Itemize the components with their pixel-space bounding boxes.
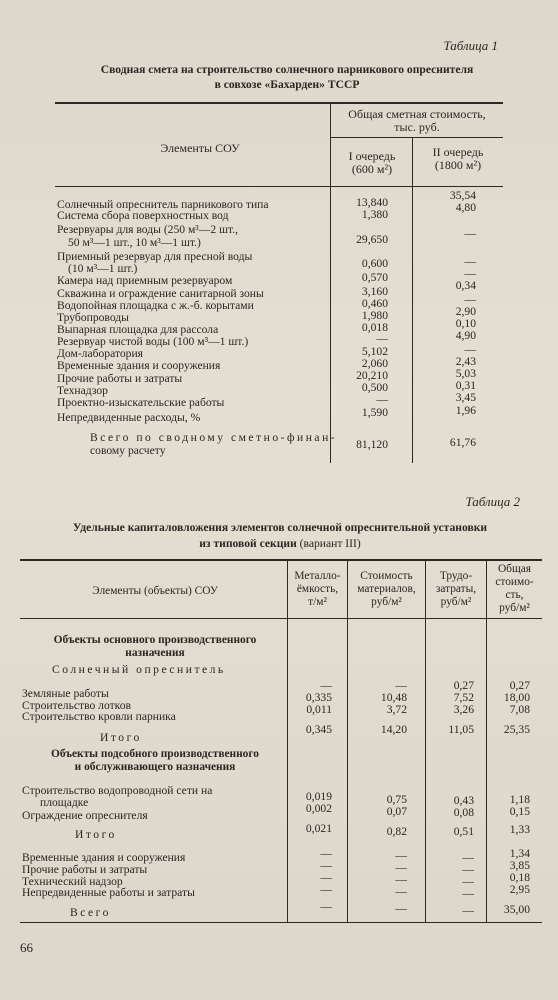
t2-subsection-heading: Солнечный опреснитель — [52, 663, 226, 676]
t1-total-q1: 81,120 — [356, 438, 388, 451]
t2-row-labor: — — [462, 851, 474, 864]
t2-subtotal-metal: 0,021 — [305, 822, 332, 835]
col-total-l3: сть, — [505, 589, 524, 601]
col-total-l2: стоимо- — [495, 576, 534, 588]
t2-row-mat: 3,72 — [386, 703, 407, 716]
section2-l2: и обслуживающего назначения — [74, 761, 236, 773]
t2-row-metal: — — [320, 859, 332, 872]
table2-header-rule — [20, 618, 542, 619]
t2-row-metal: — — [320, 679, 332, 692]
t1-row-label: Солнечный опреснитель парникового типа — [57, 198, 269, 211]
col-metal-l3: т/м² — [308, 596, 327, 608]
t2-row-label: Строительство лотков — [22, 699, 131, 712]
t1-row-q2: 4,90 — [455, 329, 476, 342]
t2-subtotal-total: 1,33 — [509, 823, 530, 836]
table2-title — [20, 520, 540, 552]
col-mat-l3: руб/м² — [371, 596, 402, 608]
table2-title-line2 — [20, 536, 540, 552]
table2-col-labor — [426, 570, 486, 609]
t2-row-total: 7,08 — [509, 703, 530, 716]
t2-row-metal: 0,002 — [305, 802, 332, 815]
table2-col-elements: Элементы (объекты) СОУ — [92, 585, 218, 597]
t2-section1-heading — [30, 634, 280, 660]
table1-col-cost-unit: тыс. руб. — [394, 120, 440, 134]
t2-row-label-cont: площадке — [40, 796, 89, 809]
t2-row-label: Временные здания и сооружения — [22, 851, 186, 864]
col-labor-l1: Трудо- — [439, 570, 473, 582]
t2-row-metal: — — [320, 871, 332, 884]
col-mat-l1: Стоимость — [360, 570, 413, 582]
t1-row-q1: 0,460 — [361, 297, 388, 310]
col-metal-l1: Металло- — [294, 570, 341, 582]
table1-caption: Таблица 1 — [443, 38, 498, 53]
table2-title-line1: Удельные капиталовложения элементов солнечной опреснительной установки — [72, 521, 488, 534]
t2-row-mat: — — [395, 861, 407, 874]
table1-top-rule — [55, 102, 503, 104]
table1-col-q1-area: (600 м²) — [351, 162, 393, 176]
t2-row-total: 3,85 — [509, 859, 530, 872]
table2-bottom-rule — [20, 922, 542, 923]
t2-row-label: Непредвиденные работы и затраты — [22, 886, 195, 899]
table1-col-q2 — [414, 146, 502, 172]
t2-row-labor: 3,26 — [453, 703, 474, 716]
table2-col-materials — [348, 570, 425, 609]
t2-row-label: Земляные работы — [22, 687, 109, 700]
t1-total-q2: 61,76 — [449, 436, 476, 449]
t2-row-mat: 0,75 — [386, 793, 407, 806]
t1-row-q1: — — [376, 332, 388, 345]
section2-l1: Объекты подсобного производственного — [51, 748, 259, 760]
t2-row-mat: 0,07 — [386, 805, 407, 818]
table1-header-rule — [55, 186, 503, 187]
t1-row-q1: 0,570 — [361, 271, 388, 284]
table2-vline-3 — [425, 560, 426, 922]
table1-col-q1-label: I очередь — [348, 149, 396, 163]
t1-row-q2: — — [464, 343, 476, 356]
t1-row-label: Проектно-изыскательские работы — [57, 396, 225, 409]
t1-row-label: Резервуар чистой воды (100 м³—1 шт.) — [57, 335, 249, 348]
t2-grand-total-mat: — — [395, 902, 407, 915]
col-labor-l2: затраты, — [435, 583, 477, 595]
t1-row-q1: 5,102 — [361, 345, 388, 358]
t1-row-q2: 2,90 — [455, 305, 476, 318]
t2-row-total: 1,34 — [509, 847, 530, 860]
t2-row-mat: — — [395, 885, 407, 898]
t1-row-q2: 3,45 — [455, 391, 476, 404]
t2-row-total: 1,18 — [509, 793, 530, 806]
t2-section2-heading — [30, 748, 280, 774]
t1-row-label: Приемный резервуар для пресной воды — [57, 250, 253, 263]
t1-row-label: Трубопроводы — [57, 311, 129, 324]
t2-row-total: 2,95 — [509, 883, 530, 896]
t2-grand-total-metal: — — [320, 900, 332, 913]
table2-vline-1 — [287, 560, 288, 922]
t2-row-labor: — — [462, 887, 474, 900]
table2-title-part: из типовой секции — [199, 537, 297, 550]
t1-row-label: Резервуары для воды (250 м³—2 шт., — [57, 223, 238, 236]
t2-subtotal-labor: 11,05 — [448, 723, 474, 736]
t1-row-q1: 1,590 — [361, 406, 388, 419]
t1-row-label: Система сбора поверхностных вод — [57, 209, 229, 222]
t2-row-mat: — — [395, 873, 407, 886]
table1-title — [62, 62, 512, 92]
col-total-l1: Общая — [497, 563, 532, 575]
t1-row-label: Выпарная площадка для рассола — [57, 323, 219, 336]
t1-row-q2: 35,54 — [449, 189, 476, 202]
t1-row-q1: 13,840 — [356, 196, 388, 209]
t2-row-label: Технический надзор — [22, 875, 123, 888]
t2-row-total: 0,18 — [509, 871, 530, 884]
t1-row-q2: 2,43 — [455, 355, 476, 368]
table1-vline-2 — [412, 137, 413, 463]
col-metal-l2: ёмкость, — [296, 583, 339, 595]
t2-grand-total-label: Всего — [70, 906, 111, 919]
t2-row-labor: 0,08 — [453, 806, 474, 819]
table1-title-line1: Сводная смета на строительство солнечного парникового опреснителя — [100, 63, 474, 76]
table1-title-line2: в совхозе «Бахарден» ТССР — [214, 78, 360, 91]
col-labor-l3: руб/м² — [440, 596, 472, 608]
t2-row-metal: 0,019 — [305, 790, 332, 803]
t2-subtotal-mat: 14,20 — [380, 723, 407, 736]
table1-vline-1 — [330, 103, 331, 463]
t2-row-total: 0,27 — [509, 679, 530, 692]
t2-row-label: Строительство кровли парника — [22, 710, 176, 723]
table2-title-variant: (вариант III) — [299, 537, 361, 550]
t1-row-q2: 0,10 — [455, 317, 476, 330]
t1-row-q1: 0,500 — [361, 381, 388, 394]
t2-row-labor: 7,52 — [453, 691, 474, 704]
t1-row-label: Временные здания и сооружения — [57, 359, 221, 372]
table1-col-cost-line1: Общая сметная стоимость, — [348, 107, 486, 121]
section1-l1: Объекты основного производственного — [53, 634, 257, 646]
t1-row-label: Дом-лаборатория — [57, 347, 143, 360]
t1-row-q2: 1,96 — [455, 404, 476, 417]
t2-grand-total-total: 35,00 — [503, 903, 530, 916]
table2-col-total — [487, 563, 542, 615]
t2-row-metal: 0,335 — [305, 691, 332, 704]
t1-row-label-cont: 50 м³—1 шт., 10 м³—1 шт.) — [68, 236, 201, 249]
t1-row-label: Непредвиденные расходы, % — [57, 411, 201, 424]
t1-row-q1: 2,060 — [361, 357, 388, 370]
t1-row-q2: — — [464, 227, 476, 240]
t2-row-label: Строительство водопроводной сети на — [22, 784, 213, 797]
t2-row-mat: 10,48 — [380, 691, 407, 704]
table2-top-rule — [20, 559, 542, 561]
t1-row-label: Технадзор — [57, 384, 108, 397]
t2-subtotal-metal: 0,345 — [305, 723, 332, 736]
table1-col-cost — [332, 108, 502, 134]
t2-row-mat: — — [395, 679, 407, 692]
section1-l2: назначения — [125, 647, 185, 659]
t2-subtotal-label: Итого — [75, 828, 117, 841]
t1-total-label-cont: совому расчету — [90, 444, 166, 457]
table1-col-q1 — [332, 150, 412, 176]
table1-subheader-rule — [331, 137, 503, 138]
t1-row-label-cont: (10 м³—1 шт.) — [68, 262, 138, 275]
t2-row-metal: 0,011 — [306, 703, 332, 716]
t2-subtotal-total: 25,35 — [503, 723, 530, 736]
t2-row-metal: — — [320, 883, 332, 896]
col-total-l4: руб/м² — [499, 602, 530, 614]
t2-row-label: Ограждение опреснителя — [22, 809, 148, 822]
t2-row-labor: 0,43 — [453, 794, 474, 807]
t1-row-label: Скважина и ограждение санитарной зоны — [57, 287, 264, 300]
page-number: 66 — [20, 940, 33, 955]
t2-row-labor: 0,27 — [453, 679, 474, 692]
t1-total-label: Всего по сводному сметно-финан- — [90, 431, 338, 444]
t2-row-mat: — — [395, 849, 407, 862]
t1-row-label: Прочие работы и затраты — [57, 372, 183, 385]
t2-subtotal-mat: 0,82 — [386, 825, 407, 838]
t2-row-total: 0,15 — [509, 805, 530, 818]
t1-row-q2: — — [464, 255, 476, 268]
t1-row-q1: 1,980 — [361, 309, 388, 322]
t1-row-q1: 20,210 — [356, 369, 388, 382]
t1-row-q2: — — [464, 293, 476, 306]
t1-row-q1: 0,018 — [361, 321, 388, 334]
t2-row-total: 18,00 — [503, 691, 530, 704]
t2-row-metal: — — [320, 847, 332, 860]
t2-grand-total-labor: — — [462, 904, 474, 917]
t1-row-q2: 0,34 — [455, 279, 476, 292]
t1-row-q2: 5,03 — [455, 367, 476, 380]
table1-col-elements: Элементы СОУ — [160, 141, 240, 155]
t1-row-q1: 29,650 — [356, 233, 388, 246]
table2-caption: Таблица 2 — [465, 494, 520, 509]
t1-row-label: Камера над приемным резервуаром — [57, 274, 233, 287]
t1-row-q2: 0,31 — [455, 379, 476, 392]
t2-subtotal-label: Итого — [100, 731, 142, 744]
t2-row-labor: — — [462, 875, 474, 888]
t1-row-q1: 0,600 — [361, 257, 388, 270]
t1-row-q1: 1,380 — [361, 208, 388, 221]
col-mat-l2: материалов, — [357, 583, 416, 595]
t2-subtotal-labor: 0,51 — [453, 825, 474, 838]
t1-row-q1: — — [376, 393, 388, 406]
t2-row-labor: — — [462, 863, 474, 876]
table2-col-metal — [288, 570, 347, 609]
table1-col-q2-label: II очередь — [432, 145, 484, 159]
t2-row-label: Прочие работы и затраты — [22, 863, 148, 876]
table2-vline-2 — [347, 560, 348, 922]
t1-row-label: Водопойная площадка с ж.-б. корытами — [57, 299, 254, 312]
t1-row-q1: 3,160 — [361, 285, 388, 298]
table1-col-q2-area: (1800 м²) — [434, 158, 482, 172]
t1-row-q2: 4,80 — [455, 201, 476, 214]
t1-row-q2: — — [464, 267, 476, 280]
